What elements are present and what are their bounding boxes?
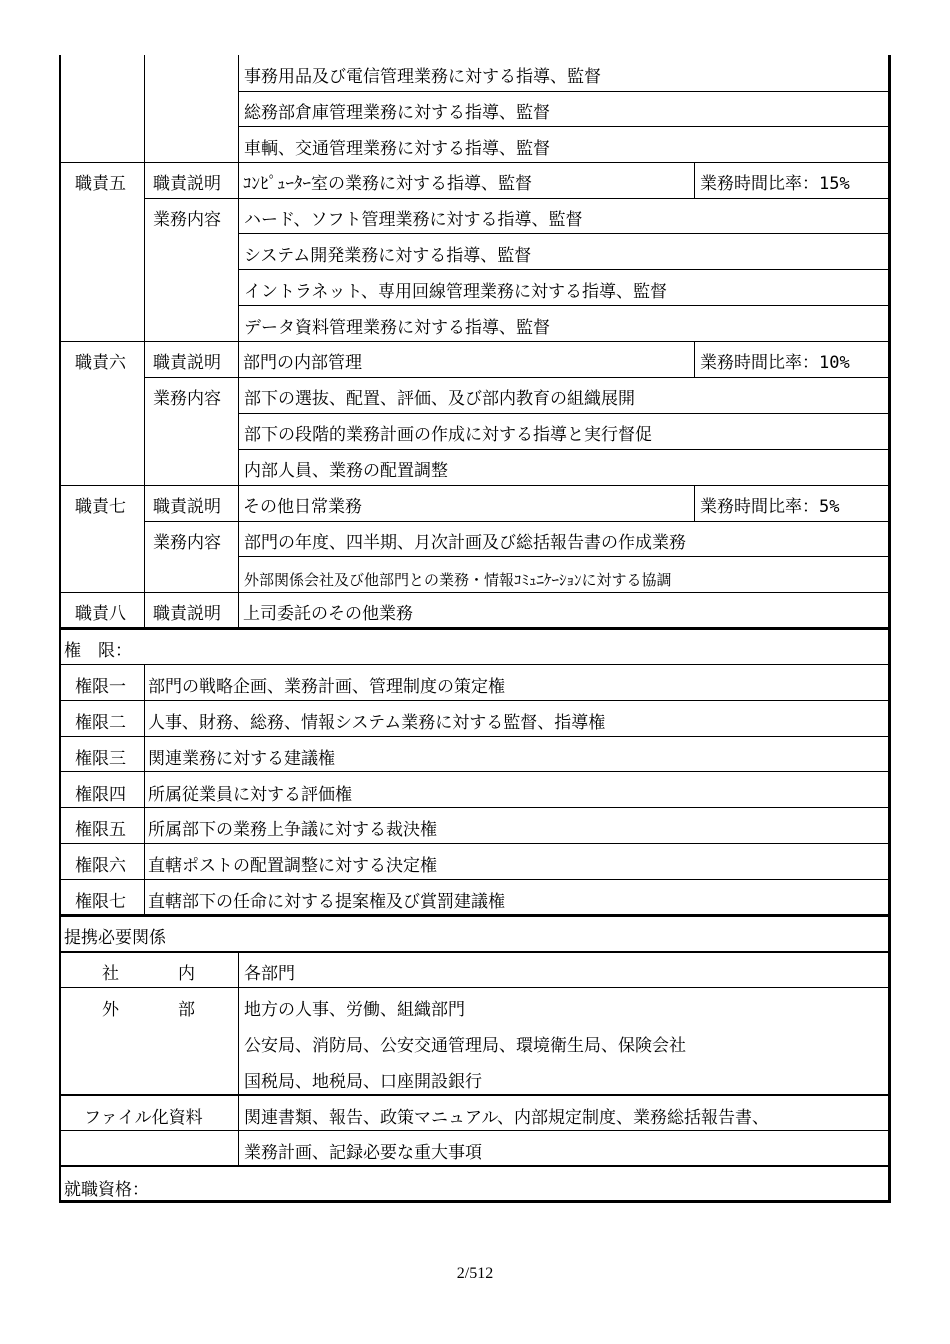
files-text: 関連書類、報告、政策マニュアル、内部規定制度、業務総括報告書、 (244, 1108, 769, 1128)
time-ratio (700, 174, 850, 194)
duty-content-label: 業務内容 (153, 533, 221, 553)
time-ratio-value: 10% (819, 353, 850, 373)
authority-heading: 権 限： (64, 641, 132, 661)
duty-item: 車輌、交通管理業務に対する指導、監督 (244, 139, 550, 159)
duty-label: 職責五 (75, 174, 126, 194)
authority-text: 人事、財務、総務、情報システム業務に対する監督、指導権 (148, 713, 606, 733)
authority-text: 所属従業員に対する評価権 (148, 785, 352, 805)
duty-item: 外部関係会社及び他部門との業務・情報ｺﾐｭﾆｹｰｼｮﾝに対する協調 (244, 571, 672, 589)
duty-item: ハード、ソフト管理業務に対する指導、監督 (244, 210, 583, 230)
authority-text: 所属部下の業務上争議に対する裁決権 (148, 820, 437, 840)
internal-label: 内 (178, 964, 195, 984)
duty-item: 総務部倉庫管理業務に対する指導、監督 (244, 103, 550, 123)
time-ratio (700, 353, 850, 373)
authority-text: 直轄ポストの配置調整に対する決定権 (148, 856, 437, 876)
duty-content-label: 業務内容 (153, 389, 221, 409)
duty-item: 事務用品及び電信管理業務に対する指導、監督 (244, 67, 601, 87)
files-text: 業務計画、記録必要な重大事項 (244, 1143, 482, 1163)
relations-heading: 提携必要関係 (64, 928, 166, 948)
time-ratio (700, 497, 839, 517)
external-label: 部 (178, 1000, 195, 1020)
duty-item: 部下の選抜、配置、評価、及び部内教育の組織展開 (244, 389, 635, 409)
internal-label: 社 (102, 964, 119, 984)
duty-item: システム開発業務に対する指導、監督 (244, 246, 532, 266)
external-relation: 公安局、消防局、公安交通管理局、環境衛生局、保険会社 (244, 1036, 686, 1056)
time-ratio-value: 15% (819, 174, 850, 194)
page-number: 2/512 (456, 1265, 494, 1282)
time-ratio-label: 業務時間比率： (700, 497, 819, 517)
authority-label: 権限一 (75, 677, 126, 697)
external-relation: 国税局、地税局、口座開設銀行 (244, 1072, 482, 1092)
external-relation: 地方の人事、労働、組織部門 (244, 1000, 465, 1020)
authority-text: 関連業務に対する建議権 (148, 749, 335, 769)
time-ratio-value: 5% (819, 497, 840, 517)
authority-label: 権限六 (75, 856, 126, 876)
authority-text: 部門の戦略企画、業務計画、管理制度の策定権 (148, 677, 505, 697)
duty-item: 部下の段階的業務計画の作成に対する指導と実行督促 (244, 425, 652, 445)
duty-description-label: 職責説明 (153, 353, 221, 373)
duty-description: その他日常業務 (243, 497, 362, 517)
time-ratio-label: 業務時間比率： (700, 174, 819, 194)
time-ratio-label: 業務時間比率： (700, 353, 819, 373)
authority-label: 権限三 (75, 749, 126, 769)
duty-description-label: 職責説明 (153, 174, 221, 194)
external-label: 外 (102, 1000, 119, 1020)
duty-description-label: 職責説明 (153, 497, 221, 517)
authority-label: 権限四 (75, 785, 126, 805)
duty-label: 職責八 (75, 604, 126, 624)
files-label: ファイル化資料 (84, 1108, 203, 1128)
duty-description: 上司委託のその他業務 (243, 604, 413, 624)
authority-label: 権限七 (75, 892, 126, 912)
duty-item: イントラネット、専用回線管理業務に対する指導、監督 (244, 282, 667, 302)
duty-description: ｺﾝﾋﾟｭｰﾀｰ室の業務に対する指導、監督 (243, 174, 532, 194)
authority-label: 権限二 (75, 713, 126, 733)
duty-item: 部門の年度、四半期、月次計画及び総括報告書の作成業務 (244, 533, 686, 553)
duty-item: 内部人員、業務の配置調整 (244, 461, 448, 481)
duty-label: 職責六 (75, 353, 126, 373)
authority-text: 直轄部下の任命に対する提案権及び賞罰建議権 (148, 892, 505, 912)
duty-description: 部門の内部管理 (243, 353, 362, 373)
duty-item: データ資料管理業務に対する指導、監督 (244, 318, 550, 338)
authority-label: 権限五 (75, 820, 126, 840)
duty-label: 職責七 (75, 497, 126, 517)
duty-description-label: 職責説明 (153, 604, 221, 624)
internal-relation: 各部門 (244, 964, 295, 984)
duty-content-label: 業務内容 (153, 210, 221, 230)
qualification-heading: 就職資格： (64, 1180, 149, 1200)
